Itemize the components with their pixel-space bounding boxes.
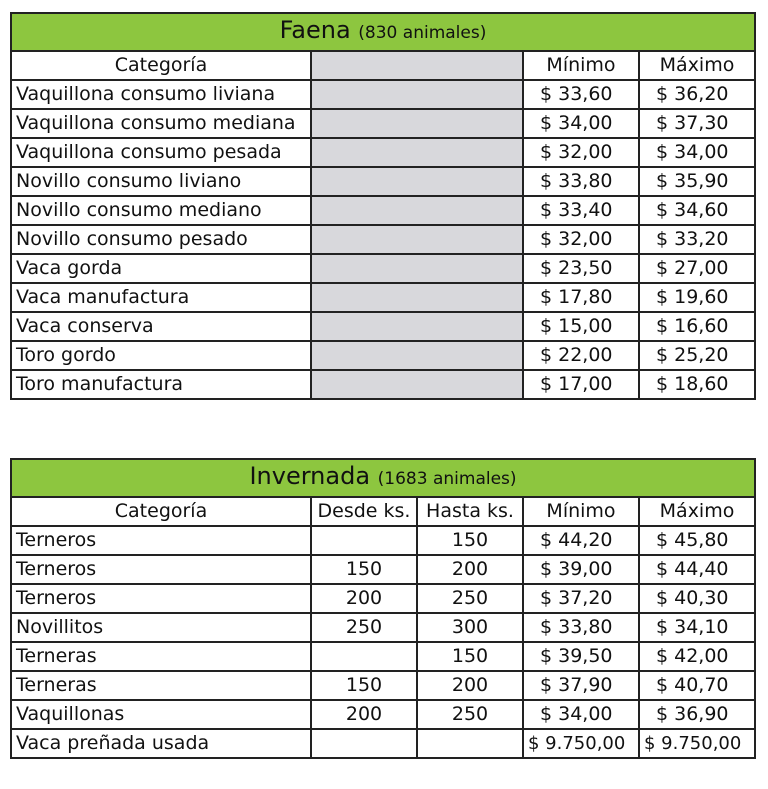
table-row (11, 613, 755, 642)
maximo-cell: $ 40,30 (639, 584, 755, 613)
invernada-header-maximo: Máximo (639, 497, 755, 526)
table-row (11, 642, 755, 671)
blank-cell (311, 225, 523, 254)
minimo-cell: $ 33,80 (523, 613, 639, 642)
invernada-title (11, 459, 755, 497)
faena-subtitle: (830 animales) (358, 23, 487, 43)
maximo-cell: $ 34,00 (639, 138, 755, 167)
blank-cell (311, 80, 523, 109)
table-row (11, 555, 755, 584)
table-row (11, 341, 755, 370)
table-row (11, 312, 755, 341)
maximo-cell: $ 36,90 (639, 700, 755, 729)
blank-cell (311, 167, 523, 196)
table-row (11, 370, 755, 399)
maximo-cell: $ 18,60 (639, 370, 755, 399)
blank-cell (311, 370, 523, 399)
categoria-cell: Novillo consumo mediano (11, 196, 311, 225)
table-row (11, 671, 755, 700)
categoria-cell: Novillo consumo liviano (11, 167, 311, 196)
hasta-cell (417, 729, 523, 758)
desde-cell: 250 (311, 613, 417, 642)
table-row (11, 138, 755, 167)
categoria-cell: Novillo consumo pesado (11, 225, 311, 254)
faena-title (11, 13, 755, 51)
desde-cell: 150 (311, 555, 417, 584)
hasta-cell: 250 (417, 584, 523, 613)
categoria-cell: Terneros (11, 584, 311, 613)
categoria-cell: Vaquillona consumo mediana (11, 109, 311, 138)
minimo-cell: $ 23,50 (523, 254, 639, 283)
categoria-cell: Toro gordo (11, 341, 311, 370)
table-row (11, 80, 755, 109)
categoria-cell: Vaca preñada usada (11, 729, 311, 758)
categoria-cell: Vaca gorda (11, 254, 311, 283)
faena-header-row (11, 51, 755, 80)
invernada-title-text: Invernada (249, 462, 371, 490)
categoria-cell: Vaquillona consumo pesada (11, 138, 311, 167)
table-row (11, 196, 755, 225)
minimo-cell: $ 17,80 (523, 283, 639, 312)
categoria-cell: Vaquillona consumo liviana (11, 80, 311, 109)
faena-table (10, 12, 756, 400)
minimo-cell: $ 34,00 (523, 700, 639, 729)
maximo-cell: $ 40,70 (639, 671, 755, 700)
maximo-cell: $ 37,30 (639, 109, 755, 138)
invernada-header-hasta: Hasta ks. (417, 497, 523, 526)
faena-title-text: Faena (279, 16, 351, 44)
maximo-cell: $ 9.750,00 (639, 729, 755, 758)
invernada-header-desde: Desde ks. (311, 497, 417, 526)
blank-cell (311, 341, 523, 370)
minimo-cell: $ 22,00 (523, 341, 639, 370)
maximo-cell: $ 34,60 (639, 196, 755, 225)
faena-header-blank (311, 51, 523, 80)
minimo-cell: $ 44,20 (523, 526, 639, 555)
hasta-cell: 200 (417, 555, 523, 584)
categoria-cell: Vaca manufactura (11, 283, 311, 312)
faena-header-minimo: Mínimo (523, 51, 639, 80)
faena-header-categoria: Categoría (11, 51, 311, 80)
invernada-table (10, 458, 756, 759)
minimo-cell: $ 37,90 (523, 671, 639, 700)
maximo-cell: $ 34,10 (639, 613, 755, 642)
categoria-cell: Vaquillonas (11, 700, 311, 729)
table-row (11, 167, 755, 196)
invernada-header-row (11, 497, 755, 526)
minimo-cell: $ 39,00 (523, 555, 639, 584)
maximo-cell: $ 16,60 (639, 312, 755, 341)
minimo-cell: $ 15,00 (523, 312, 639, 341)
minimo-cell: $ 17,00 (523, 370, 639, 399)
categoria-cell: Vaca conserva (11, 312, 311, 341)
table-row (11, 283, 755, 312)
table-row (11, 526, 755, 555)
categoria-cell: Toro manufactura (11, 370, 311, 399)
blank-cell (311, 283, 523, 312)
invernada-header-categoria: Categoría (11, 497, 311, 526)
desde-cell (311, 526, 417, 555)
hasta-cell: 250 (417, 700, 523, 729)
minimo-cell: $ 33,40 (523, 196, 639, 225)
minimo-cell: $ 34,00 (523, 109, 639, 138)
maximo-cell: $ 25,20 (639, 341, 755, 370)
categoria-cell: Terneras (11, 642, 311, 671)
desde-cell: 200 (311, 584, 417, 613)
desde-cell (311, 729, 417, 758)
invernada-header-minimo: Mínimo (523, 497, 639, 526)
maximo-cell: $ 33,20 (639, 225, 755, 254)
desde-cell (311, 642, 417, 671)
maximo-cell: $ 45,80 (639, 526, 755, 555)
table-row (11, 729, 755, 758)
categoria-cell: Terneros (11, 555, 311, 584)
minimo-cell: $ 33,60 (523, 80, 639, 109)
desde-cell: 150 (311, 671, 417, 700)
categoria-cell: Terneras (11, 671, 311, 700)
faena-header-maximo: Máximo (639, 51, 755, 80)
table-row (11, 225, 755, 254)
maximo-cell: $ 27,00 (639, 254, 755, 283)
table-row (11, 584, 755, 613)
table-row (11, 700, 755, 729)
blank-cell (311, 109, 523, 138)
maximo-cell: $ 36,20 (639, 80, 755, 109)
invernada-subtitle: (1683 animales) (377, 469, 517, 489)
minimo-cell: $ 9.750,00 (523, 729, 639, 758)
maximo-cell: $ 42,00 (639, 642, 755, 671)
maximo-cell: $ 35,90 (639, 167, 755, 196)
categoria-cell: Terneros (11, 526, 311, 555)
hasta-cell: 150 (417, 526, 523, 555)
table-row (11, 254, 755, 283)
desde-cell: 200 (311, 700, 417, 729)
blank-cell (311, 312, 523, 341)
table-row (11, 109, 755, 138)
minimo-cell: $ 37,20 (523, 584, 639, 613)
blank-cell (311, 138, 523, 167)
maximo-cell: $ 19,60 (639, 283, 755, 312)
blank-cell (311, 196, 523, 225)
categoria-cell: Novillitos (11, 613, 311, 642)
minimo-cell: $ 33,80 (523, 167, 639, 196)
hasta-cell: 200 (417, 671, 523, 700)
minimo-cell: $ 39,50 (523, 642, 639, 671)
hasta-cell: 300 (417, 613, 523, 642)
hasta-cell: 150 (417, 642, 523, 671)
maximo-cell: $ 44,40 (639, 555, 755, 584)
blank-cell (311, 254, 523, 283)
minimo-cell: $ 32,00 (523, 138, 639, 167)
minimo-cell: $ 32,00 (523, 225, 639, 254)
